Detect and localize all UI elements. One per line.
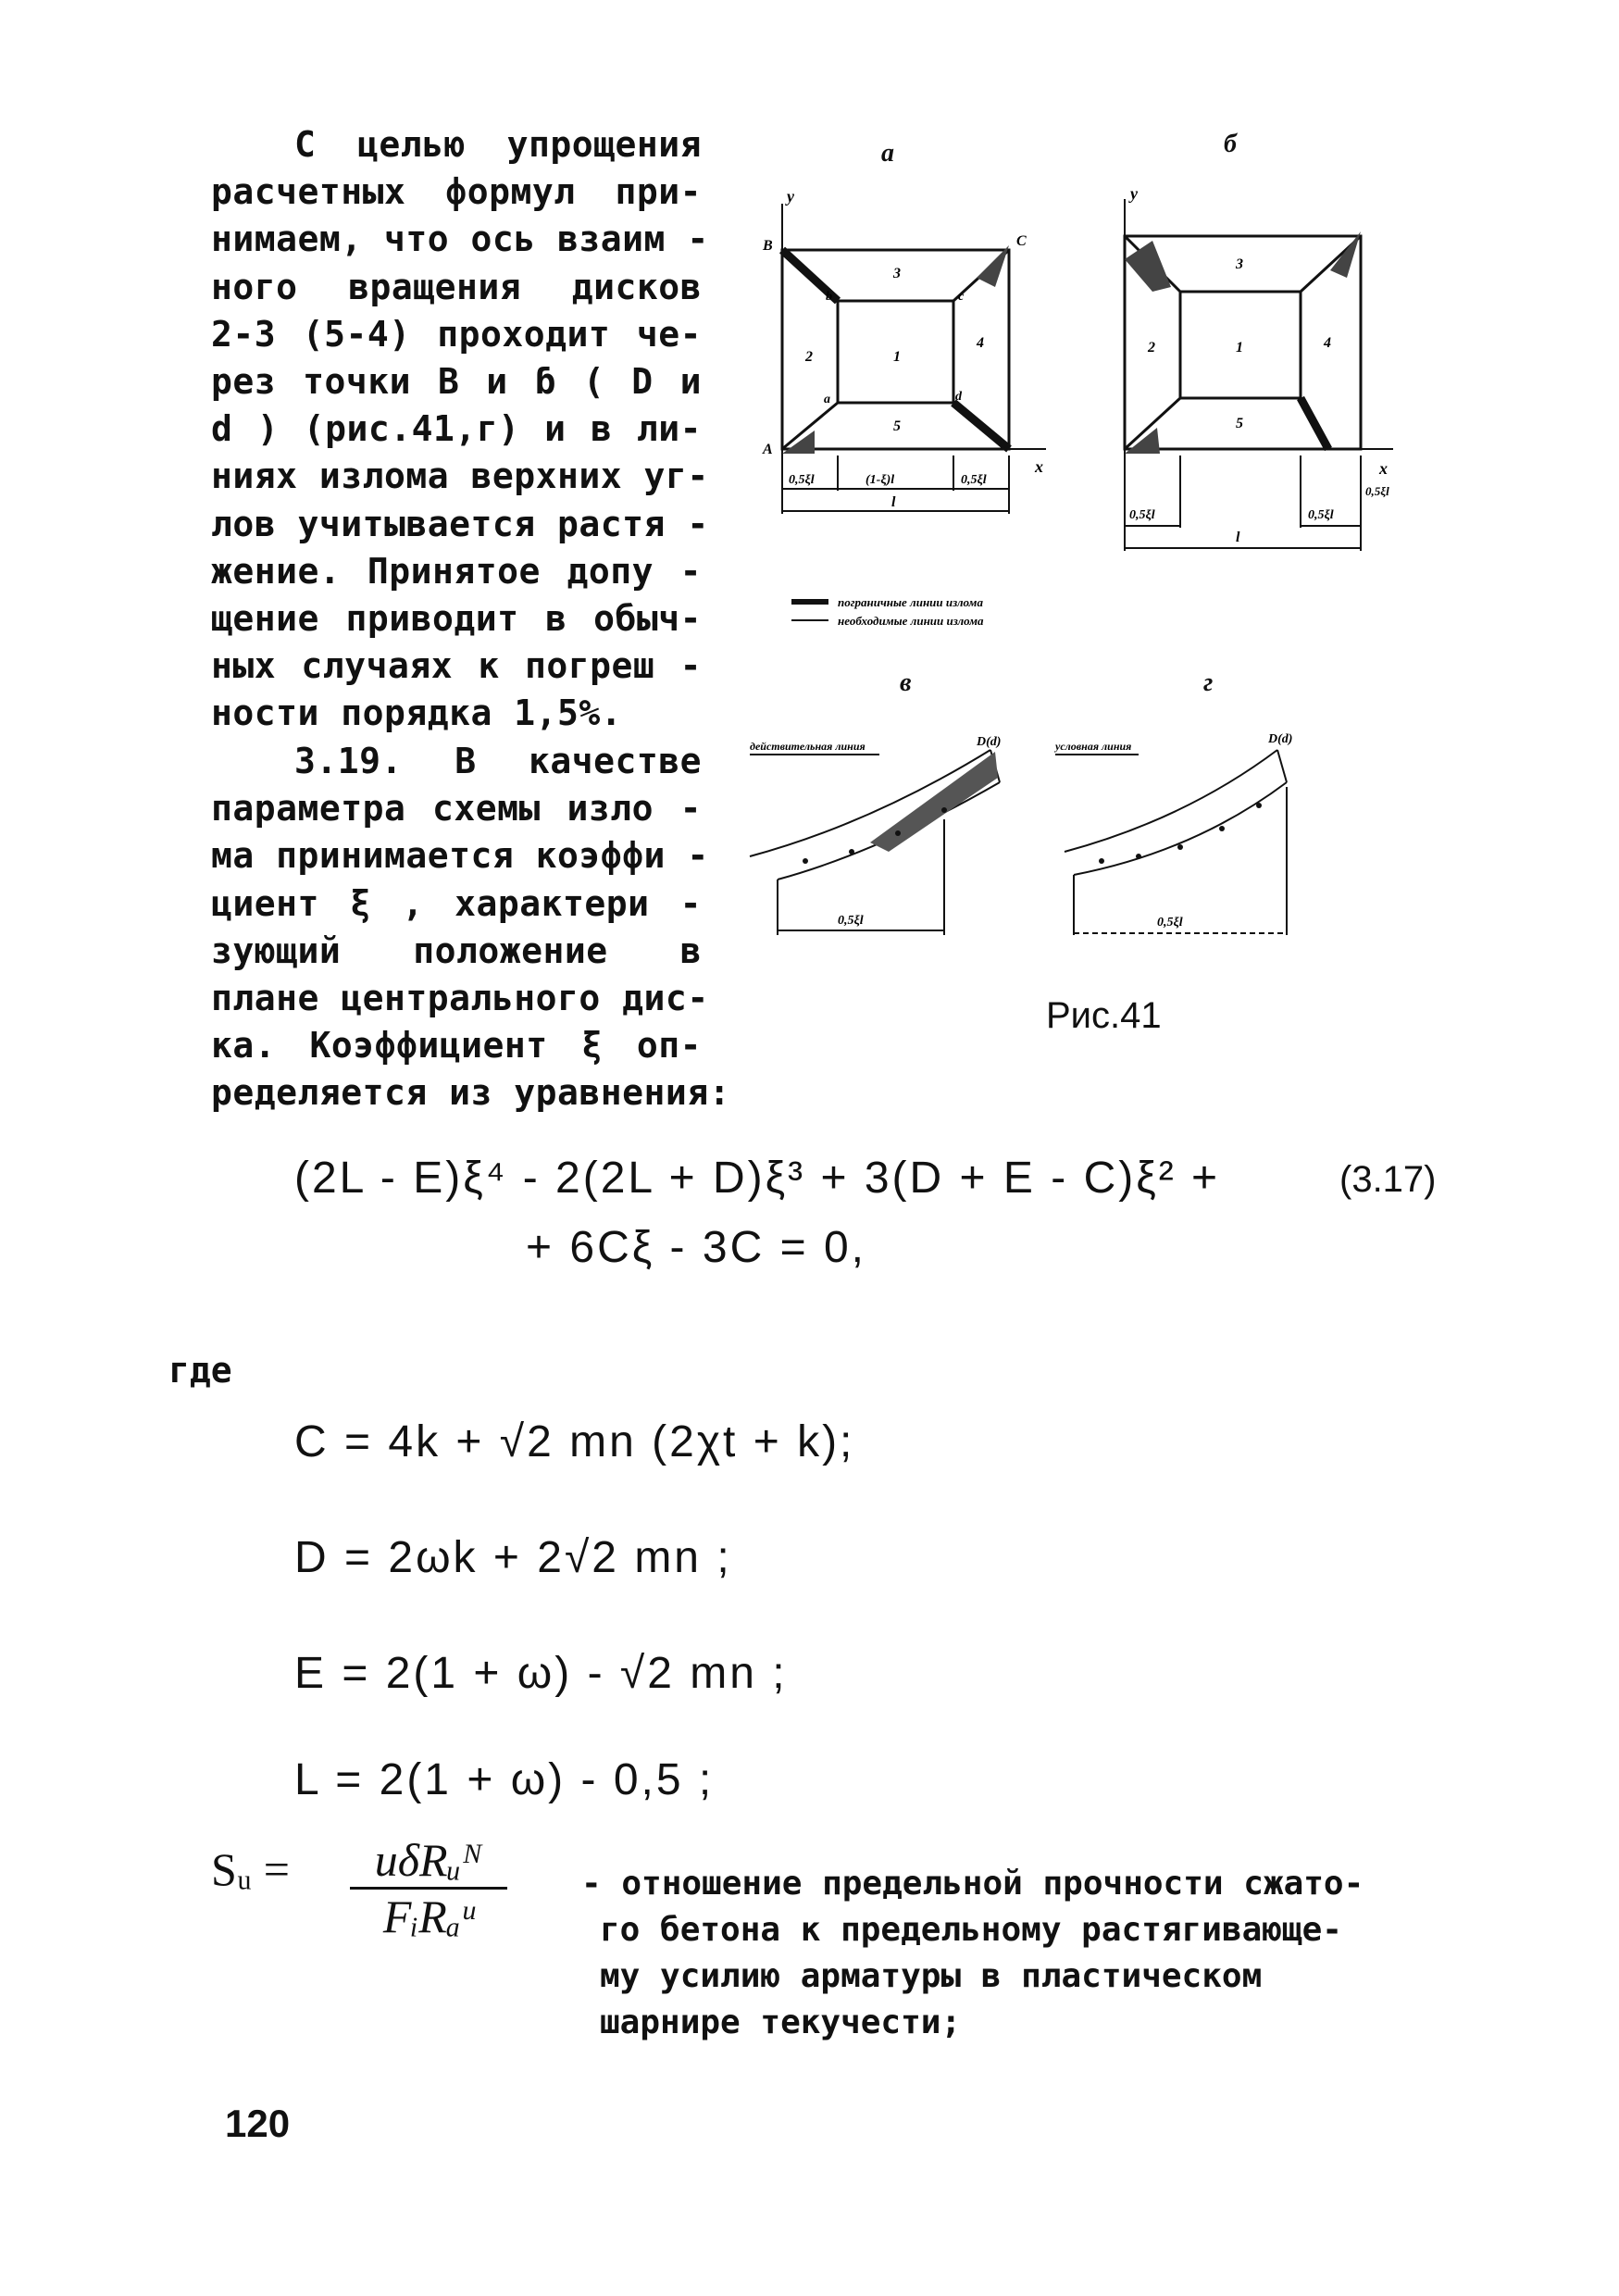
- definition-e: E = 2(1 + ω) - √2 mn ;: [294, 1649, 788, 1698]
- text-line: - отношение предельной прочности сжато-: [581, 1865, 1364, 1903]
- su-formula: [211, 1834, 483, 1942]
- text-line: зующий положение в: [211, 930, 702, 971]
- corner-label: a: [824, 393, 830, 406]
- text-line: плане центрального дис-: [211, 978, 709, 1019]
- definition-l: L = 2(1 + ω) - 0,5 ;: [294, 1755, 715, 1804]
- definition-d: D = 2ωk + 2√2 mn ;: [294, 1533, 732, 1582]
- text-line: d ) (рис.41,г) и в ли-: [211, 408, 702, 450]
- text-line: лов учитывается растя -: [211, 503, 709, 544]
- su-description: [581, 1861, 1461, 2046]
- disk-label: 2: [805, 349, 813, 365]
- figure-panel-b: [1088, 185, 1402, 583]
- disk-label: 4: [977, 335, 984, 351]
- text-line: ного вращения дисков: [211, 266, 702, 307]
- su-denominator: FᵢRₐᵘ: [382, 1890, 475, 1942]
- corner-label: b: [826, 290, 832, 304]
- su-lhs: Sᵤ =: [211, 1843, 290, 1895]
- equation-number: (3.17): [1339, 1159, 1437, 1200]
- dim-label: l: [1236, 530, 1240, 545]
- disk-label: 4: [1324, 335, 1331, 351]
- panel-label-d: г: [1203, 668, 1214, 697]
- text-line: ка. Коэффициент ξ оп-: [211, 1025, 702, 1067]
- figure-panel-d: [1046, 713, 1351, 954]
- text-line: жение. Принятое допу -: [211, 550, 702, 592]
- text-line: С целью упрощения: [294, 124, 702, 165]
- note-label: действительная линия: [750, 740, 866, 753]
- corner-label: B: [763, 238, 773, 254]
- panel-label-c: в: [900, 668, 912, 697]
- axis-x-label: x: [1035, 457, 1043, 476]
- dim-label: 0,5ξl: [1365, 484, 1389, 498]
- disk-label: 2: [1148, 340, 1155, 356]
- where-label: где: [168, 1350, 232, 1391]
- text-line: ниях излома верхних уг-: [211, 455, 709, 497]
- dim-label: 0,5ξl: [838, 914, 864, 928]
- definition-c: C = 4k + √2 mn (2χt + k);: [294, 1417, 855, 1466]
- paragraph-1: [211, 121, 709, 738]
- panel-label-a: а: [881, 139, 894, 168]
- axis-x-label: x: [1379, 459, 1388, 478]
- disk-label: 1: [1236, 340, 1243, 356]
- disk-label: 1: [893, 349, 901, 365]
- text-line: ма принимается коэффи -: [211, 835, 709, 877]
- dim-label: (1-ξ)l: [866, 473, 895, 487]
- legend-label: необходимые линии излома: [838, 614, 984, 628]
- text-line: нимаем, что ось взаим -: [211, 218, 709, 260]
- text-line: циент ξ , характери -: [211, 882, 702, 924]
- text-line: шарнире текучести;: [600, 2003, 962, 2041]
- disk-label: 5: [893, 418, 901, 434]
- point-label: D(d): [977, 735, 1002, 749]
- corner-label: A: [763, 442, 773, 457]
- text-line: му усилию арматуры в пластическом: [600, 1957, 1263, 1995]
- equation-line-2: + 6Cξ - 3C = 0,: [526, 1223, 866, 1272]
- paragraph-2: [211, 738, 731, 1117]
- corner-label: d: [955, 390, 962, 404]
- corner-label: c: [958, 290, 965, 304]
- text-line: 3.19. В качестве: [294, 741, 702, 781]
- disk-label: 3: [1236, 256, 1243, 272]
- axis-y-label: y: [787, 187, 794, 206]
- dim-label: l: [891, 494, 896, 510]
- dim-label: 0,5ξl: [1157, 916, 1183, 930]
- text-line: ных случаях к погреш -: [211, 645, 702, 687]
- text-line: рез точки B и ɓ ( D и: [211, 361, 702, 403]
- panel-label-b: б: [1224, 130, 1237, 158]
- text-line: го бетона к предельному растягивающе-: [600, 1911, 1342, 1949]
- disk-label: 3: [893, 266, 901, 281]
- page-number: 120: [225, 2102, 291, 2145]
- point-label: D(d): [1268, 732, 1293, 746]
- su-fraction: [350, 1833, 507, 1943]
- text-line: расчетных формул при-: [211, 171, 702, 213]
- dim-label: 0,5ξl: [789, 473, 815, 487]
- dim-label: 0,5ξl: [1129, 508, 1155, 522]
- figure-caption: Рис.41: [1046, 995, 1162, 1036]
- equation-line-1: (2L - E)ξ⁴ - 2(2L + D)ξ³ + 3(D + E - C)ξ² +: [294, 1154, 1221, 1203]
- legend-label: пограничные линии излома: [838, 595, 983, 609]
- dim-label: 0,5ξl: [961, 473, 987, 487]
- text-line: ределяется из уравнения:: [211, 1072, 731, 1114]
- figure-legend: [791, 593, 1106, 639]
- text-line: 2-3 (5-4) проходит че-: [211, 313, 702, 355]
- text-line: ности порядка 1,5%.: [211, 693, 623, 734]
- text-line: параметра схемы изло -: [211, 788, 702, 830]
- disk-label: 5: [1236, 416, 1243, 431]
- axis-y-label: y: [1130, 184, 1138, 203]
- figure-panel-a: [741, 185, 1043, 555]
- dim-label: 0,5ξl: [1308, 508, 1334, 522]
- corner-label: C: [1016, 233, 1027, 249]
- note-label: условная линия: [1055, 740, 1132, 753]
- su-numerator: uδRᵤᴺ: [350, 1833, 507, 1890]
- figure-panel-c: [731, 713, 1037, 954]
- text-line: щение приводит в обыч-: [211, 598, 702, 640]
